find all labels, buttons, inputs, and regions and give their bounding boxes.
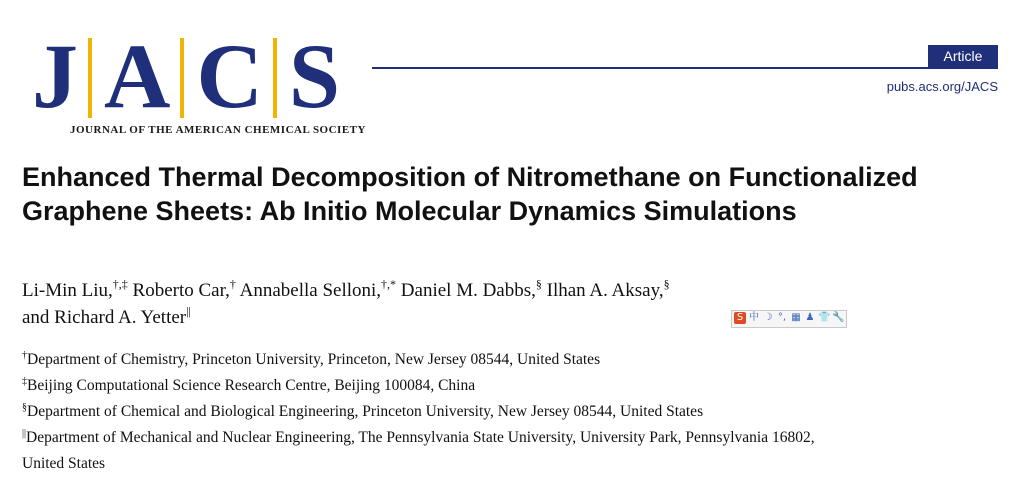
logo-letter-s: S <box>288 25 339 127</box>
wrench-icon[interactable]: 🔧 <box>832 312 845 323</box>
affiliation-mark: § <box>663 277 670 291</box>
shirt-icon[interactable]: 👕 <box>818 312 831 323</box>
logo-divider <box>180 38 184 118</box>
affiliation: †Department of Chemistry, Princeton University, Princeton, New Jersey 08544, United States <box>22 350 601 368</box>
affiliation: United States <box>22 455 106 472</box>
ime-toolbar <box>731 310 847 328</box>
journal-subtitle: JOURNAL OF THE AMERICAN CHEMICAL SOCIETY <box>70 124 366 136</box>
article-type-badge: Article <box>928 45 998 67</box>
keyboard-icon[interactable]: ▦ <box>791 312 801 323</box>
affiliation-list <box>22 347 1002 477</box>
author[interactable]: Ilhan A. Aksay,§ <box>546 277 670 301</box>
logo-letter-c: C <box>196 25 261 127</box>
author[interactable]: Li-Min Liu,†,‡ <box>22 277 128 301</box>
affiliation-mark: †,* <box>381 277 397 291</box>
logo-letters <box>22 25 348 127</box>
affiliation-mark: †,‡ <box>112 277 128 291</box>
author[interactable]: Roberto Car,† <box>132 277 236 301</box>
author[interactable]: and Richard A. Yetter|| <box>22 304 191 328</box>
logo-divider <box>88 38 92 118</box>
journal-url-link[interactable]: pubs.acs.org/JACS <box>886 79 998 94</box>
affiliation: ‡Beijing Computational Science Research Centre, Beijing 100084, China <box>22 376 476 394</box>
author[interactable]: Daniel M. Dabbs,§ <box>400 277 542 301</box>
punctuation-icon[interactable]: °, <box>777 312 787 323</box>
affiliation: §Department of Chemical and Biological Engineering, Princeton University, New Jersey 08544, United States <box>22 402 704 420</box>
logo-letter-a: A <box>104 25 169 127</box>
author[interactable]: Annabella Selloni,†,* <box>239 277 397 301</box>
journal-logo <box>22 25 372 140</box>
affiliation-mark: § <box>535 277 542 291</box>
user-icon[interactable]: ♟ <box>805 312 815 323</box>
affiliation-mark: || <box>186 304 191 318</box>
moon-icon[interactable]: ☽ <box>763 312 773 323</box>
article-title: Enhanced Thermal Decomposition of Nitromethane on Functionalized Graphene Sheets: Ab Initio Molecular Dynamics Simulations <box>22 162 918 226</box>
logo-letter-j: J <box>32 25 76 127</box>
affiliation: ||Department of Mechanical and Nuclear Engineering, The Pennsylvania State University, University Park, Pennsylvania 16802, <box>22 428 815 446</box>
logo-divider <box>273 38 277 118</box>
affiliation-mark: † <box>229 277 236 291</box>
header-rule <box>372 67 998 69</box>
chinese-input-icon[interactable]: 中 <box>749 312 759 323</box>
s-logo-icon[interactable]: S <box>734 312 746 324</box>
